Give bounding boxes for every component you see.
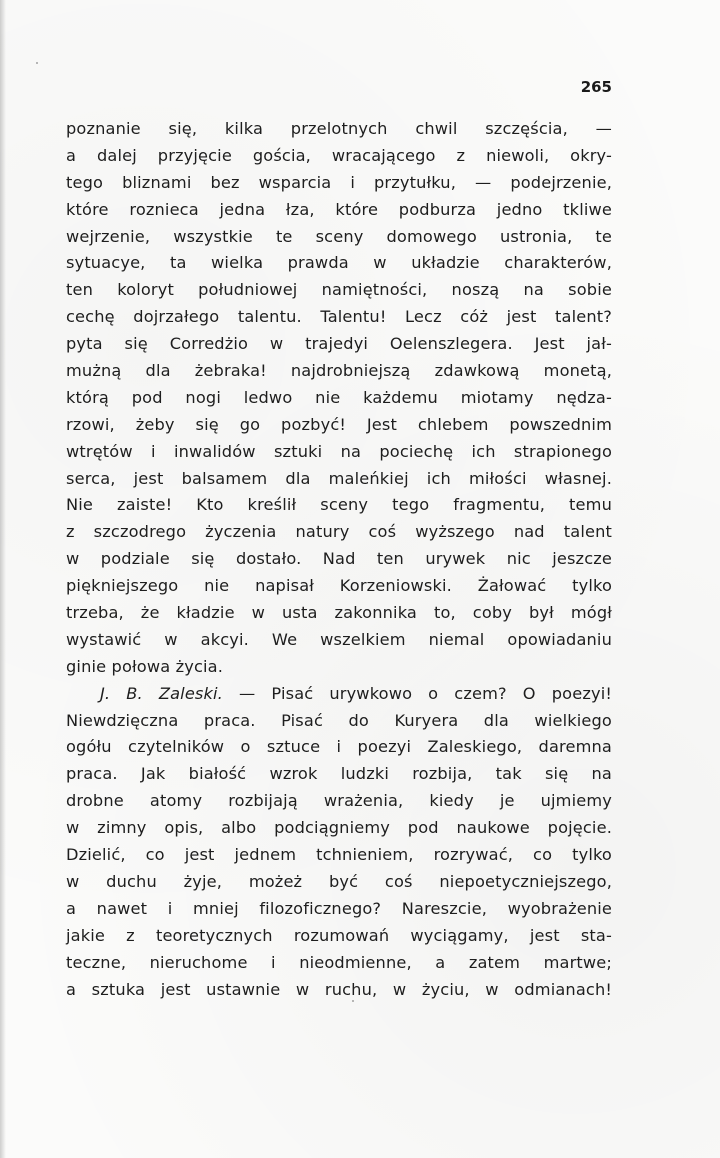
paper-speck bbox=[36, 62, 38, 64]
text-line: rzowi, żeby się go pozbyć! Jest chlebem powszednim bbox=[66, 414, 612, 434]
paper-speck bbox=[352, 1000, 354, 1002]
text-line: w podziale się dostało. Nad ten urywek nic jeszcze bbox=[66, 549, 612, 569]
text-line: drobne atomy rozbijają wrażenia, kiedy je ujmiemy bbox=[66, 791, 612, 811]
text-line: sytuacye, ta wielka prawda w układzie charakterów, bbox=[66, 253, 612, 273]
paragraph-2 bbox=[66, 708, 612, 1004]
text-line: Nie zaiste! Kto kreślił sceny tego fragmentu, temu bbox=[66, 495, 612, 515]
text-line: serca, jest balsamem dla maleńkiej ich miłości własnej. bbox=[66, 468, 612, 488]
text-line: trzeba, że kładzie w usta zakonnika to, coby był mógł bbox=[66, 603, 612, 623]
text-line: piękniejszego nie napisał Korzeniowski. Żałować tylko bbox=[66, 576, 612, 596]
text-line: ginie połowa życia. bbox=[66, 656, 224, 676]
text-line: Dzielić, co jest jednem tchnieniem, rozrywać, co tylko bbox=[66, 845, 612, 865]
text-line: a nawet i mniej filozoficznego? Nareszcie, wyobrażenie bbox=[66, 898, 612, 918]
text-line: w zimny opis, albo podciągniemy pod naukowe pojęcie. bbox=[66, 818, 612, 838]
text-line: w duchu żyje, możeż być coś niepoetyczniejszego, bbox=[66, 871, 612, 891]
text-line: ogółu czytelników o sztuce i poezyi Zaleskiego, daremna bbox=[66, 737, 612, 757]
text-line: które roznieca jedna łza, które podburza jedno tkliwe bbox=[66, 199, 612, 219]
author-name: J. B. Zaleski. bbox=[100, 683, 223, 703]
text-line: tego bliznami bez wsparcia i przytułku, — podejrzenie, bbox=[66, 172, 612, 192]
text-line: Niewdzięczna praca. Pisać do Kuryera dla wielkiego bbox=[66, 710, 612, 730]
text-line: którą pod nogi ledwo nie każdemu miotamy nędza- bbox=[66, 387, 612, 407]
text-line: cechę dojrzałego talentu. Talentu! Lecz cóż jest talent? bbox=[66, 307, 612, 327]
text-line: teczne, nieruchome i nieodmienne, a zatem martwe; bbox=[66, 952, 612, 972]
paragraph-2-first-line-text: — Pisać urywkowo o czem? O poezyi! bbox=[222, 683, 612, 703]
text-line: wejrzenie, wszystkie te sceny domowego ustronia, te bbox=[66, 226, 612, 246]
paragraph-2-first-line bbox=[66, 681, 612, 708]
text-line: pyta się Corredżio w trajedyi Oelenszlegera. Jest jał- bbox=[66, 334, 612, 354]
text-line: poznanie się, kilka przelotnych chwil szczęścia, — bbox=[66, 119, 612, 138]
text-line: a sztuka jest ustawnie w ruchu, w życiu, w odmianach! bbox=[66, 979, 612, 999]
text-line: praca. Jak białość wzrok ludzki rozbija, tak się na bbox=[66, 764, 612, 784]
page-binding-shadow bbox=[0, 0, 6, 1158]
text-line: a dalej przyjęcie gościa, wracającego z niewoli, okry- bbox=[66, 145, 612, 165]
page-number: 265 bbox=[580, 78, 612, 96]
text-line: wtrętów i inwalidów sztuki na pociechę ich strapionego bbox=[66, 441, 612, 461]
paragraph-1 bbox=[66, 116, 612, 681]
body-text bbox=[66, 116, 612, 1003]
text-line: wystawić w akcyi. We wszelkiem niemal opowiadaniu bbox=[66, 629, 612, 649]
text-line: mużną dla żebraka! najdrobniejszą zdawkową monetą, bbox=[66, 361, 612, 381]
text-line: ten koloryt południowej namiętności, noszą na sobie bbox=[66, 280, 612, 300]
text-line: jakie z teoretycznych rozumowań wyciągamy, jest sta- bbox=[66, 925, 612, 945]
text-line: z szczodrego życzenia natury coś wyższego nad talent bbox=[66, 522, 612, 542]
